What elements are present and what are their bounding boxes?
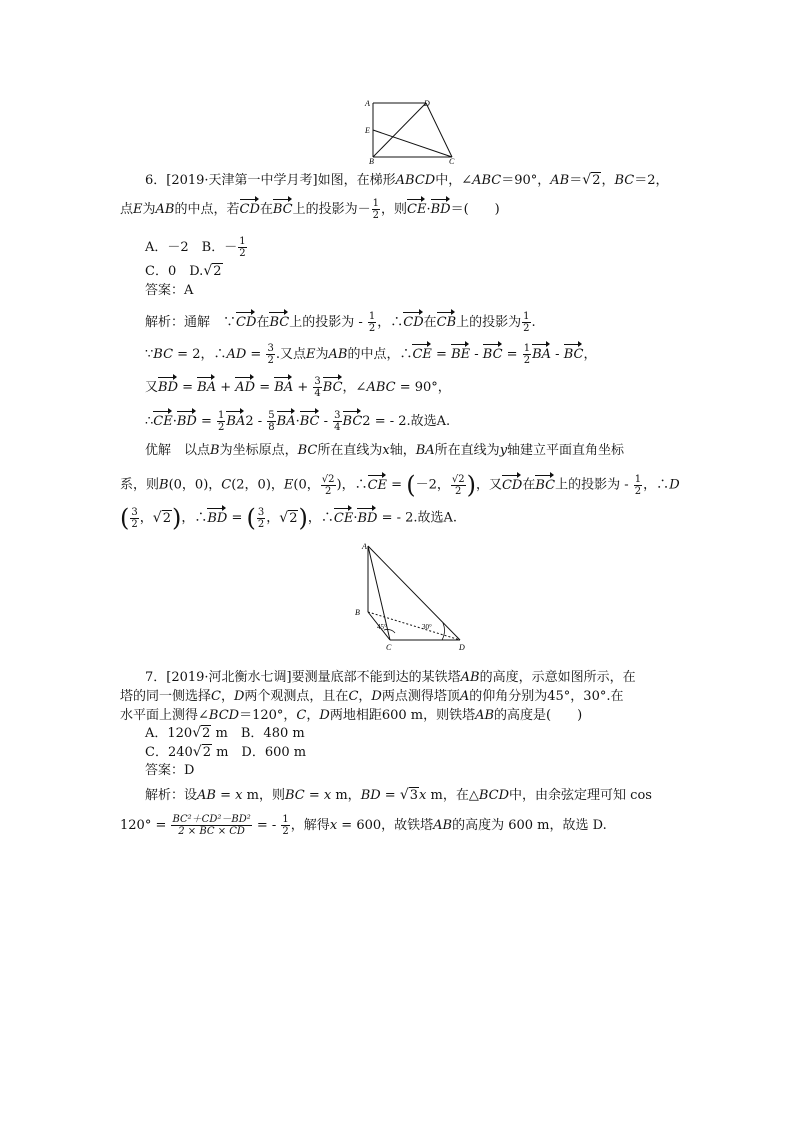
q6-alt-line1: 优解 以点B为坐标原点，BC所在直线为x轴，BA所在直线为y轴建立平面直角坐标 [145,443,625,458]
label-b: B [355,608,360,617]
q6-solution-line1: 解析：通解 ∵CD在BC上的投影为 - $\frac{1}{2}$ ，∴CD在CB上的投影为 $\frac{1}{2}$ . [145,311,536,334]
fraction: $\frac{1}{2}$ [523,311,530,334]
fraction: $\frac{3}{2}$ [267,343,274,366]
fraction: $\frac{3}{4}$ [314,376,321,399]
label-d: D [459,643,465,652]
segment-ec [373,130,452,157]
q7-solution-line1: 解析：设AB = x m，则BC = x m，BD = √3x m，在△BCD中，由余弦定理可知 cos [145,787,652,803]
sqrt-2: √2 [203,263,222,279]
fraction: $\frac{1}{2}$ [368,311,376,334]
trapezoid-figure [360,96,460,166]
tower-figure [350,540,470,655]
fraction: $\frac{1}{2}$ [523,343,531,366]
fraction-sqrt: $\frac{√2}{2}$ [321,473,335,497]
fraction: $\frac{1}{2}$ [218,410,225,433]
q6-stem-line2: 点E为AB的中点，若CD在BC上的投影为－ $\frac{1}{2}$ ，则CE·BD＝( ) [120,198,500,221]
cosine-fraction: $\frac{\text{BC²＋CD²－BD²}}{2 \times BC \times CD}$ [172,814,251,837]
fraction: $\frac{1}{2}$ [634,473,642,497]
label-d: D [424,99,430,108]
q7-stem-line2: 塔的同一侧选择C，D两个观测点，且在C，D两点测得塔顶A的仰角分别为45°，30°.在 [120,689,624,704]
fraction: $\frac{3}{2}$ [131,506,138,530]
fraction: $\frac{5}{8}$ [268,410,275,433]
q6-options-ab: A．－2 B．－ $\frac{1}{2}$ [145,236,246,259]
label-c: C [449,157,455,166]
segment-bd [373,103,426,157]
label-e: E [365,126,370,135]
q6-stem-line1: 6．[2019·天津第一中学月考]如图，在梯形ABCD中，∠ABC＝90°，AB＝√2，BC＝2， [145,172,669,188]
angle-30-label: 30° [422,623,432,631]
angle-arc-30 [442,623,444,640]
q7-options-cd: C．240√2 m D．600 m [145,744,307,760]
q6-solution-line3: 又BD = BA + AD = BA + $\frac{3}{4}$ BC，∠ABC = 90°， [145,376,451,399]
q6-answer: 答案：A [145,283,194,298]
label-a: A [362,542,367,551]
q6-options-cd: C．0 D.√2 [145,263,222,279]
label-c: C [386,643,392,652]
edge-dc [426,103,452,157]
q6-alt-line2: 系，则B(0，0)，C(2，0)，E(0， $\frac{√2}{2}$ )，∴CE = (－2， $\frac{√2}{2}$ )，又CD在BC上的投影为 - $\frac{1}{2}$ ，∴D [120,471,680,499]
fraction: $\frac{1}{2}$ [239,236,246,259]
fraction-sqrt: $\frac{√2}{2}$ [451,473,465,497]
q6-solution-line2: ∵BC = 2，∴AD = $\frac{3}{2}$ .又点E为AB的中点，∴CE = BE - BC = $\frac{1}{2}$ BA - BC， [145,343,597,366]
fraction: $\frac{3}{4}$ [334,410,341,433]
label-b: B [369,157,374,166]
q6-alt-line3: ( $\frac{3}{2}$ ，√2)，∴BD = ( $\frac{3}{2}$ ，√2)，∴CE·BD = - 2.故选A. [120,504,458,532]
label-a: A [365,99,370,108]
q7-options-ab: A．120√2 m B．480 m [145,725,305,741]
angle-45-label: 45° [377,623,387,631]
sqrt-2: √2 [582,172,601,188]
fraction: $\frac{3}{2}$ [257,506,265,530]
q7-answer: 答案：D [145,763,195,778]
fraction: $\frac{1}{2}$ [372,198,380,221]
fraction: $\frac{1}{2}$ [282,814,289,837]
q7-solution-line2: 120° = $\frac{\text{BC²＋CD²－BD²}}{2 \times BC \times CD}$ = - $\frac{1}{2}$ ，解得x = 600，故铁塔AB的高度为 600 m，故选 D. [120,814,607,837]
q7-stem-line1: 7．[2019·河北衡水七调]要测量底部不能到达的某铁塔AB的高度，示意如图所示，在 [145,670,636,685]
q6-solution-line4: ∴CE·BD = $\frac{1}{2}$ BA2 - $\frac{5}{8}$ BA·BC - $\frac{3}{4}$ BC2 = - 2.故选A. [145,410,451,433]
q7-stem-line3: 水平面上测得∠BCD＝120°，C，D两地相距600 m，则铁塔AB的高度是( ) [120,708,583,723]
